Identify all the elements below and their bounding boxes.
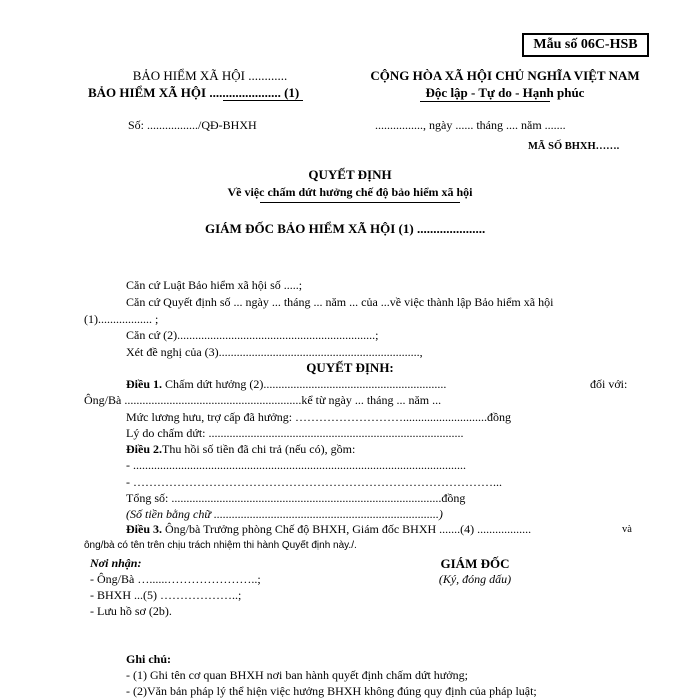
doc-title: QUYẾT ĐỊNH: [308, 167, 392, 182]
signature-note: (Ký, đóng dấu): [438, 572, 512, 586]
notes-heading: Ghi chú:: [126, 652, 172, 666]
article-3-text: Ông/bà Trưởng phòng Chế độ BHXH, Giám đốc BHXH .......(4) ..................: [165, 522, 532, 536]
article-1-person: Ông/Bà ...........................................................kể từ ngày ... tháng ... năm ...: [84, 393, 442, 407]
article-2: [126, 442, 355, 457]
decision-heading: QUYẾT ĐỊNH:: [306, 360, 394, 375]
article-1-label: Điều 1.: [126, 377, 162, 391]
org-line-1: BẢO HIỂM XÃ HỘI ............: [132, 68, 288, 83]
ground-establishment: Căn cứ Quyết định số ... ngày ... tháng ... năm ... của ...về việc thành lập Bảo hiểm xã hội: [126, 295, 554, 309]
article-1-pension: Mức lương hưu, trợ cấp đã hưởng: ………………………............................đồng: [126, 410, 512, 424]
motto-underline: [420, 101, 550, 102]
article-2-item-1: - ...............................................................................................................: [126, 458, 466, 472]
article-2-item-2: - ………………………………………………………………………………...: [126, 475, 502, 489]
article-2-total: Tổng số: ..........................................................................................đồng: [126, 491, 466, 505]
nation-line-1: CỘNG HÒA XÃ HỘI CHỦ NGHĨA VIỆT NAM: [370, 68, 640, 83]
ground-law: Căn cứ Luật Bảo hiểm xã hội số .....;: [126, 278, 303, 292]
note-2: - (2)Văn bản pháp lý thể hiện việc hưởng BHXH không đúng quy định của pháp luật;: [126, 684, 537, 698]
ground-proposal: Xét đề nghị của (3)...................................................................,: [126, 345, 423, 359]
article-3: [126, 522, 531, 537]
article-3-responsibility: ông/bà có tên trên chịu trách nhiệm thi hành Quyết định này./.: [84, 540, 357, 551]
signature-title: GIÁM ĐỐC: [440, 556, 510, 571]
article-1-text-end: đối với:: [590, 377, 628, 391]
org-line-2: BẢO HIỂM XÃ HỘI ...................... (1): [88, 85, 300, 100]
article-3-label: Điều 3.: [126, 522, 162, 536]
article-1: [126, 377, 446, 392]
note-1: - (1) Ghi tên cơ quan BHXH nơi ban hành quyết định chấm dứt hưởng;: [126, 668, 468, 682]
insurance-code: MÃ SỐ BHXH…….: [528, 141, 620, 152]
ground-other: Căn cứ (2)..................................................................;: [126, 328, 379, 342]
article-1-text: Chấm dứt hưởng (2).............................................................: [165, 377, 447, 391]
doc-subject: Về việc chấm dứt hưởng chế độ bảo hiểm xã hội: [227, 185, 473, 199]
recipient-bhxh: - BHXH ...(5) ………………..;: [90, 588, 242, 602]
article-3-text-end: và: [622, 524, 632, 535]
article-1-reason: Lý do chấm dứt: .....................................................................................: [126, 426, 464, 440]
org-underline: [223, 100, 303, 101]
article-2-in-words: (Số tiền bằng chữ ...........................................................................): [126, 507, 443, 521]
decision-number: Số: ................./QĐ-BHXH: [128, 118, 257, 132]
decision-date: ................, ngày ...... tháng .... năm .......: [375, 118, 566, 132]
article-2-text: Thu hồi số tiền đã chi trả (nếu có), gồm:: [162, 442, 356, 456]
subject-underline: [260, 202, 460, 203]
recipient-archive: - Lưu hồ sơ (2b).: [90, 604, 172, 618]
ground-establishment-cont: (1).................. ;: [84, 312, 159, 326]
authority-heading: GIÁM ĐỐC BẢO HIỂM XÃ HỘI (1) .....................: [205, 221, 486, 236]
nation-motto: Độc lập - Tự do - Hạnh phúc: [425, 85, 585, 100]
article-2-label: Điều 2.: [126, 442, 162, 456]
recipient-person: - Ông/Bà …......…………………..;: [90, 572, 261, 586]
form-code-box: Mẫu số 06C-HSB: [522, 33, 649, 57]
recipients-heading: Nơi nhận:: [90, 556, 142, 570]
